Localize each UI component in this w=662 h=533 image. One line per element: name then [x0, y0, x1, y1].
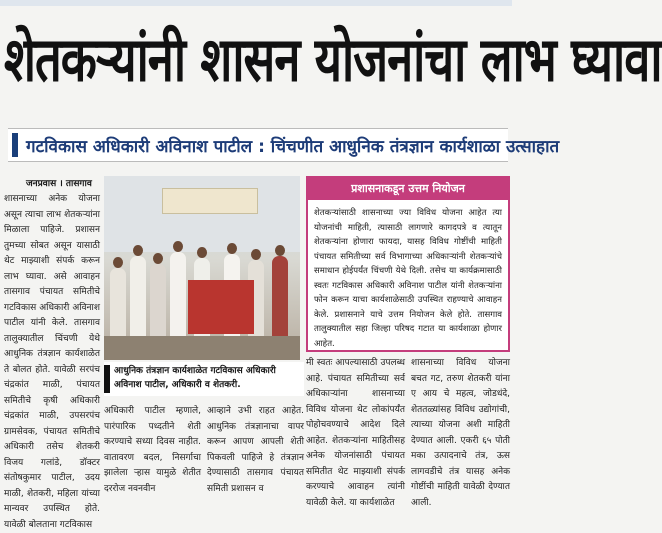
caption-marker: [104, 365, 110, 393]
right-columns: [306, 356, 510, 512]
right-column-1: मी स्वतः आपल्यासाठी उपलब्ध आहे. पंचायत समितीच्या सर्व अधिकाऱ्यांना शासनाच्या विविध योजना थेट लोकांपर्यंत पोहोचवण्याचे आदेश दिले आहेत. शेतकऱ्यांना माहितीसह अनेक योजनांसाठी पंचायत समितीत थेट माझ्याशी संपर्क करण्याचे आवाहन त्यांनी यावेळी केले. या कार्यशाळेत: [306, 358, 405, 508]
photo-caption: [104, 362, 304, 396]
subhead-marker: [12, 133, 18, 157]
photo-table: [188, 280, 254, 334]
photo-person: [272, 256, 288, 338]
photo-caption-text: आधुनिक तंत्रज्ञान कार्यशाळेत गटविकास अधिकारी अविनाश पाटील, अधिकारी व शेतकरी.: [114, 366, 276, 390]
photo-person: [150, 264, 166, 338]
photo-person: [170, 252, 186, 338]
right-column-2: शासनाच्या विविध योजना बचत गट, तरुण शेतकरी यांना ए आय चे महत्व, जोडधंदे, शेततळ्यांसह विविध उद्योगांची, त्याच्या योजना अशी माहिती देण्यात आली. एकरी ६५ पोती मका उत्पादनाचे तंत्र, ऊस लागवडीचे तंत्र यासह अनेक गोष्टींची माहिती यावेळी देण्यात आली.: [411, 358, 510, 508]
bottom-column-2: आव्हाने उभी राहत आहेत. आधुनिक तंत्रज्ञानाचा वापर करून आपण आपली शेती पिकवली पाहिजे हे तंत्रज्ञान देण्यासाठी तासगाव पंचायत समिती प्रशासन व: [207, 406, 304, 494]
highlight-box-text: शेतकऱ्यांसाठी शासनाच्या ज्या विविध योजना आहेत त्या योजनांची माहिती, त्यासाठी लागणारे कागदपत्रे व त्यातून शेतकऱ्यांना होणारा फायदा, यासह विविध गोष्टींची माहिती पंचायत समितीच्या सर्व विभागाच्या अधिकाऱ्यांनी शेतकऱ्यांचे समाधान होईपर्यंत चिंचणी येथे दिली. तसेच या कार्यक्रमासाठी स्वतः गटविकास अधिकारी अविनाश पाटील यांनी शेतकऱ्यांना फोन करून याचा कार्यशाळेसाठी उपस्थित राहण्याचे आवाहन केले. प्रशासनाने याचे उत्तम नियोजन केले होते. तासगाव तालुक्यातील सहा जिल्हा परिषद गटात या कार्यशाळा होणार आहेत.: [314, 208, 502, 349]
photo-person: [110, 268, 126, 338]
photo-banner: [162, 188, 258, 214]
subhead-bar: [8, 128, 560, 162]
news-photo: [104, 176, 300, 360]
photo-person: [130, 256, 146, 338]
bottom-column-1: अधिकारी पाटील म्हणाले, पारंपारिक पध्दतीने शेती करण्याचे सध्या दिवस नाहीत. वातावरण बदल, निसर्गाचा झालेला ऱ्हास यामुळे शेतीत दररोज नवनवीन: [104, 406, 201, 494]
left-column: [4, 176, 100, 530]
subhead: गटविकास अधिकारी अविनाश पाटील : चिंचणीत आधुनिक तंत्रज्ञान कार्यशाळा उत्साहात: [26, 136, 560, 157]
dateline: जनप्रवास । तासगाव: [26, 179, 92, 189]
highlight-box-title: प्रशासनाकडून उत्तम नियोजन: [308, 178, 508, 200]
left-column-text: शासनाच्या अनेक योजना असून त्याचा लाभ शेतकऱ्यांना मिळाला पाहिजे. प्रशासन तुमच्या सोबत असून यासाठी थेट माझ्याशी संपर्क करून लाभ घ्यावा. असे आवाहन तासगाव पंचायत समितीचे गटविकास अधिकारी अविनाश पाटील यांनी केले. तासगाव तालुक्यातील चिंचणी येथे आधुनिक तंत्रज्ञान कार्यशाळेत ते बोलत होते. यावेळी सरपंच चंद्रकांत माळी, पंचायत समितीचे कृषी अधिकारी चंद्रकांत माळी, उपसरपंच ग्रामसेवक, पंचायत समितीचे अधिकारी तसेच शेतकरी विजय गलांडे, डॉक्टर संतोषकुमार पाटील, उदय माळी, शेतकरी, महिला यांच्या मान्यवर उपस्थित होते. यावेळी बोलताना गटविकास: [4, 194, 100, 530]
headline: शेतकऱ्यांनी शासन योजनांचा लाभ घ्यावा: [4, 24, 662, 97]
bottom-columns: [104, 404, 304, 512]
photo-floor: [104, 336, 300, 360]
highlight-box: [306, 176, 510, 352]
